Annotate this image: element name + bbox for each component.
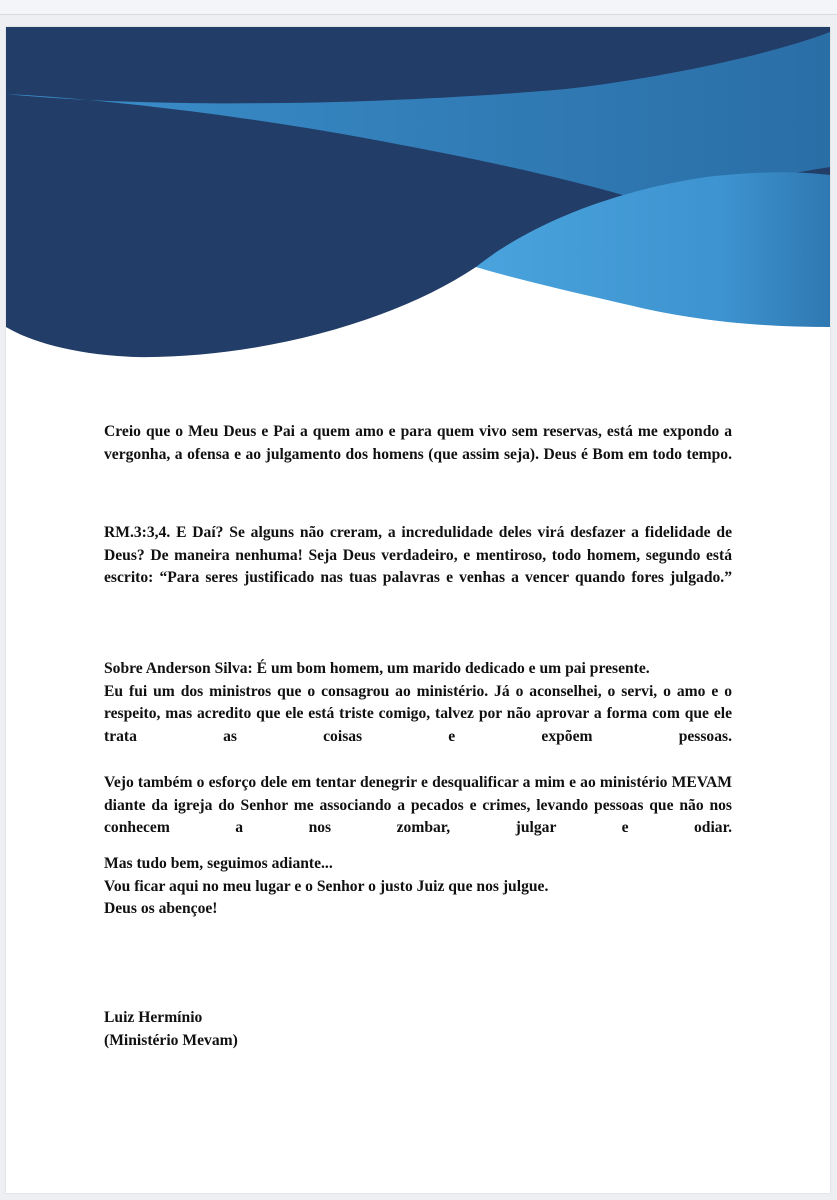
paragraph-effort-text: Vejo também o esforço dele em tentar denegrir e desqualificar a mim e ao ministério MEVAM diante da igreja do Senhor me associando a pecados e crimes, levando pessoas que não nos conhecem a nos zombar, julgar e odiar. bbox=[104, 774, 732, 836]
paragraph-faith bbox=[104, 421, 732, 466]
closing-line-1: Mas tudo bem, seguimos adiante... bbox=[104, 855, 333, 872]
viewer-top-strip bbox=[0, 0, 837, 15]
signature-block bbox=[104, 1007, 732, 1052]
header-wave-decoration bbox=[6, 27, 830, 367]
paragraph-romans-text: RM.3:3,4. E Daí? Se alguns não creram, a incredulidade deles virá desfazer a fidelidade de Deus? De maneira nenhuma! Seja Deus verdadeiro, e mentiroso, todo homem, segundo está escrito: “Para seres justificado nas tuas palavras e venhas a vencer quando fores julgado.” bbox=[104, 524, 732, 586]
document-page bbox=[6, 27, 830, 1193]
signature-name: Luiz Hermínio bbox=[104, 1009, 203, 1026]
closing-line-3: Deus os abençoe! bbox=[104, 900, 218, 917]
signature-organization: (Ministério Mevam) bbox=[104, 1031, 238, 1049]
closing-block bbox=[104, 853, 732, 921]
paragraph-romans-quote bbox=[104, 522, 732, 590]
paragraph-effort bbox=[104, 772, 732, 840]
paragraph-faith-text: Creio que o Meu Deus e Pai a quem amo e para quem vivo sem reservas, está me expondo a vergonha, a ofensa e ao julgamento dos homens (que assim seja). Deus é Bom em todo tempo. bbox=[104, 423, 732, 463]
closing-line-2: Vou ficar aqui no meu lugar e o Senhor o justo Juiz que nos julgue. bbox=[104, 877, 549, 895]
paragraph-anderson-first-line: Sobre Anderson Silva: É um bom homem, um marido dedicado e um pai presente. bbox=[104, 660, 650, 677]
paragraph-anderson bbox=[104, 658, 732, 748]
paragraph-anderson-text: Eu fui um dos ministros que o consagrou ao ministério. Já o aconselhei, o servi, o amo e o respeito, mas acredito que ele está triste comigo, talvez por não aprovar a forma com que ele trata as coisas e expõem pessoas. bbox=[104, 682, 732, 745]
